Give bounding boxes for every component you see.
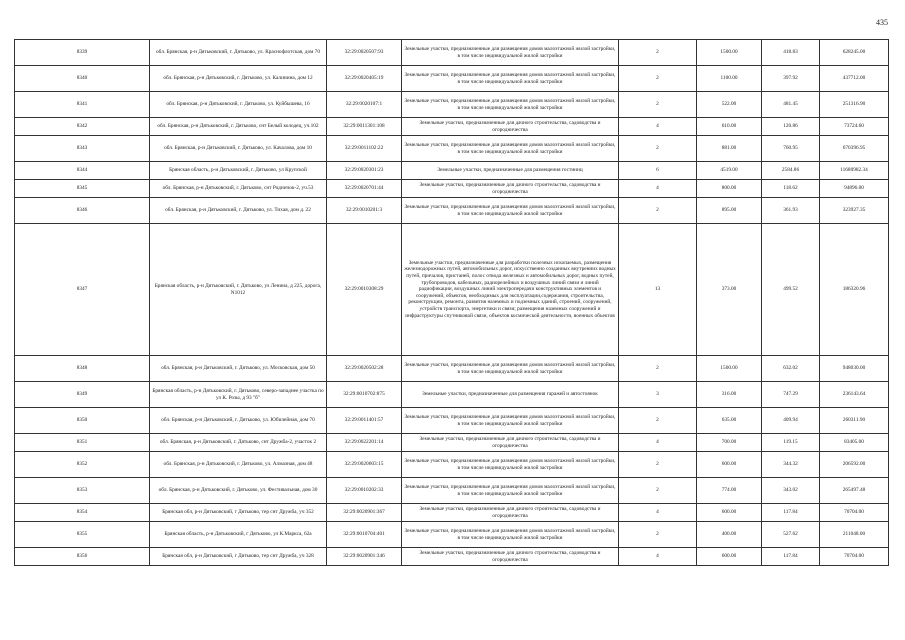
area-cell: 881.00 <box>697 136 762 162</box>
land-use-cell: Земельные участки, предназначенные для размещения домов малоэтажной жилой застройки, в том числе индивидуальной жилой застройки <box>402 408 619 434</box>
cadastral-number-cell: 32:29:0020107:1 <box>327 92 402 118</box>
address-cell: обл. Брянская, р-н Дятьковский, г. Дятьково, ул. Краснофлотская, дом 70 <box>150 40 327 66</box>
cadastral-number-cell: 32:29:0010201:3 <box>327 198 402 224</box>
cadastral-number-cell: 32:29:0011301:108 <box>327 118 402 136</box>
area-cell: 600.00 <box>697 452 762 478</box>
row-number: 8355 <box>15 522 150 548</box>
cadastral-number-cell: 32:29:0011102:22 <box>327 136 402 162</box>
table-row <box>15 522 889 548</box>
area-cell: 1500.00 <box>697 356 762 382</box>
table-row <box>15 66 889 92</box>
row-number: 8344 <box>15 162 150 180</box>
land-use-cell: Земельные участки, предназначенные для размещения домов малоэтажной жилой застройки, в том числе индивидуальной жилой застройки <box>402 522 619 548</box>
group-cell: 4 <box>619 548 697 566</box>
cadastral-number-cell: 32:29:0020301:23 <box>327 162 402 180</box>
row-number: 8342 <box>15 118 150 136</box>
cadastral-value-cell: 211048.00 <box>820 522 889 548</box>
group-cell: 3 <box>619 382 697 408</box>
group-cell: 4 <box>619 434 697 452</box>
cadastral-number-cell: 32:29:0020901:367 <box>327 504 402 522</box>
address-cell: обл. Брянская, р-н Дятьковский, г. Дятьково, снт Родничок-2, уч.53 <box>150 180 327 198</box>
address-cell: обл. Брянская, р-н Дятьковский, г. Дятьково, ул. Московская, дом 50 <box>150 356 327 382</box>
land-use-cell: Земельные участки, предназначенные для размещения домов малоэтажной жилой застройки, в том числе индивидуальной жилой застройки <box>402 136 619 162</box>
specific-value-cell: 527.62 <box>762 522 820 548</box>
row-number: 8343 <box>15 136 150 162</box>
cadastral-value-cell: 70704.00 <box>820 548 889 566</box>
cadastral-value-cell: 70704.00 <box>820 504 889 522</box>
table-body <box>15 40 889 566</box>
area-cell: 373.00 <box>697 224 762 356</box>
cadastral-number-cell: 32:29:0020701:44 <box>327 180 402 198</box>
row-number: 8339 <box>15 40 150 66</box>
cadastral-value-cell: 83405.00 <box>820 434 889 452</box>
row-number: 8346 <box>15 198 150 224</box>
cadastral-value-cell: 94896.00 <box>820 180 889 198</box>
specific-value-cell: 361.93 <box>762 198 820 224</box>
group-cell: 2 <box>619 356 697 382</box>
specific-value-cell: 397.92 <box>762 66 820 92</box>
group-cell: 2 <box>619 522 697 548</box>
group-cell: 2 <box>619 66 697 92</box>
address-cell: Брянская область, р-н Дятьковский, г Дятьково, ул К.Маркса, 62а <box>150 522 327 548</box>
land-use-cell: Земельные участки, предназначенные для дачного строительства, садоводства и огородничества <box>402 180 619 198</box>
group-cell: 4 <box>619 180 697 198</box>
cadastral-value-cell: 73724.60 <box>820 118 889 136</box>
row-number: 8345 <box>15 180 150 198</box>
area-cell: 700.00 <box>697 434 762 452</box>
table-row <box>15 548 889 566</box>
group-cell: 2 <box>619 478 697 504</box>
specific-value-cell: 119.15 <box>762 434 820 452</box>
area-cell: 635.00 <box>697 408 762 434</box>
cadastral-number-cell: 32:29:0020507:93 <box>327 40 402 66</box>
table-row <box>15 162 889 180</box>
address-cell: обл. Брянская, р-н Дятьковский, г. Дятьково, ул. Качалова, дом 10 <box>150 136 327 162</box>
group-cell: 4 <box>619 504 697 522</box>
cadastral-value-cell: 948030.00 <box>820 356 889 382</box>
cadastral-number-cell: 32:29:0011401:57 <box>327 408 402 434</box>
specific-value-cell: 418.83 <box>762 40 820 66</box>
table-row <box>15 92 889 118</box>
cadastral-value-cell: 260311.90 <box>820 408 889 434</box>
cadastral-number-cell: 32:29:0020502:28 <box>327 356 402 382</box>
area-cell: 1100.00 <box>697 66 762 92</box>
land-use-cell: Земельные участки, предназначенные для разработки полезных ископаемых, размещения железнодорожных путей, автомобильных дорог, искусственно созданных внутренних водных путей, причалов, пристаней, полос отвода железных и автомобильных дорог, водных путей, трубопроводов, кабельных, радиорелейных и воздушных линий связи и линий радиофикации, воздушных линий электропередачи конструктивных элементов и сооружений, объектов, необходимых для эксплуатации,содержания, строительства, реконструкции, ремонта, развития наземных и подземных зданий, строений, сооружений, устройств транспорта, энергетики и связи; размещения наземных сооружений и инфраструктуры спутниковой связи, объектов космической деятельности, военных объектов <box>402 224 619 356</box>
cadastral-value-cell: 186320.96 <box>820 224 889 356</box>
address-cell: Брянская область, р-н Дятьковский, г. Дятьково, ул Ленина, д 225, дорога, N1012 <box>150 224 327 356</box>
row-number: 8354 <box>15 504 150 522</box>
table-row <box>15 180 889 198</box>
address-cell: Брянская область, р-н Дятьковский, г. Дятьково, ул Крупской <box>150 162 327 180</box>
cadastral-value-cell: 265497.48 <box>820 478 889 504</box>
cadastral-value-cell: 628245.00 <box>820 40 889 66</box>
address-cell: обл. Брянская, р-н Дятьковский, г. Дятьково, ул. Юбилейная, дом 70 <box>150 408 327 434</box>
table-row <box>15 224 889 356</box>
table-row <box>15 408 889 434</box>
specific-value-cell: 632.02 <box>762 356 820 382</box>
group-cell: 2 <box>619 198 697 224</box>
row-number: 8348 <box>15 356 150 382</box>
area-cell: 400.00 <box>697 522 762 548</box>
land-use-cell: Земельные участки, предназначенные для размещения домов малоэтажной жилой застройки, в том числе индивидуальной жилой застройки <box>402 452 619 478</box>
row-number: 8347 <box>15 224 150 356</box>
cadastral-value-cell: 437712.00 <box>820 66 889 92</box>
cadastral-value-cell: 11680982.34 <box>820 162 889 180</box>
group-cell: 13 <box>619 224 697 356</box>
land-use-cell: Земельные участки, предназначенные для дачного строительства, садоводства и огородничества <box>402 548 619 566</box>
land-use-cell: Земельные участки, предназначенные для размещения гостиниц <box>402 162 619 180</box>
table-row <box>15 40 889 66</box>
table-row <box>15 434 889 452</box>
land-use-cell: Земельные участки, предназначенные для размещения домов малоэтажной жилой застройки, в том числе индивидуальной жилой застройки <box>402 356 619 382</box>
table-row <box>15 452 889 478</box>
address-cell: обл. Брянская, р-н Дятьковский, г. Дятьково, снт Дружба-2, участок 2 <box>150 434 327 452</box>
group-cell: 2 <box>619 40 697 66</box>
cadastral-value-cell: 323927.35 <box>820 198 889 224</box>
specific-value-cell: 499.52 <box>762 224 820 356</box>
cadastral-number-cell: 32:29:0020901:346 <box>327 548 402 566</box>
cadastral-value-cell: 236143.64 <box>820 382 889 408</box>
land-use-cell: Земельные участки, предназначенные для размещения домов малоэтажной жилой застройки, в том числе индивидуальной жилой застройки <box>402 92 619 118</box>
address-cell: обл. Брянская, р-н Дятьковский, г. Дятьково, ул. Алмазная, дом 48 <box>150 452 327 478</box>
table-row <box>15 136 889 162</box>
land-use-cell: Земельные участки, предназначенные для размещения домов малоэтажной жилой застройки, в том числе индивидуальной жилой застройки <box>402 478 619 504</box>
area-cell: 610.00 <box>697 118 762 136</box>
specific-value-cell: 344.32 <box>762 452 820 478</box>
land-use-cell: Земельные участки, предназначенные для размещения домов малоэтажной жилой застройки, в том числе индивидуальной жилой застройки <box>402 40 619 66</box>
area-cell: 4519.00 <box>697 162 762 180</box>
address-cell: Брянская обл, р-н Дятьковский, г Дятьково, тер снт Дружба, уч 328 <box>150 548 327 566</box>
page-number: 435 <box>876 18 888 27</box>
row-number: 8352 <box>15 452 150 478</box>
address-cell: обл. Брянская, р-н Дятьковский, г. Дятьково, ул. Калинина, дом 12 <box>150 66 327 92</box>
land-use-cell: Земельные участки, предназначенные для дачного строительства, садоводства и огородничества <box>402 504 619 522</box>
table-row <box>15 504 889 522</box>
cadastral-number-cell: 32:29:0022201:14 <box>327 434 402 452</box>
row-number: 8353 <box>15 478 150 504</box>
land-use-cell: Земельные участки, предназначенные для размещения гаражей и автостоянок <box>402 382 619 408</box>
land-use-cell: Земельные участки, предназначенные для размещения домов малоэтажной жилой застройки, в том числе индивидуальной жилой застройки <box>402 198 619 224</box>
group-cell: 2 <box>619 136 697 162</box>
specific-value-cell: 409.94 <box>762 408 820 434</box>
row-number: 8350 <box>15 408 150 434</box>
specific-value-cell: 117.84 <box>762 548 820 566</box>
area-cell: 522.00 <box>697 92 762 118</box>
table-row <box>15 198 889 224</box>
table-row <box>15 382 889 408</box>
table-row <box>15 118 889 136</box>
row-number: 8341 <box>15 92 150 118</box>
cadastral-value-cell: 206592.00 <box>820 452 889 478</box>
group-cell: 4 <box>619 118 697 136</box>
cadastral-value-table <box>14 39 889 566</box>
specific-value-cell: 481.45 <box>762 92 820 118</box>
group-cell: 6 <box>619 162 697 180</box>
land-use-cell: Земельные участки, предназначенные для дачного строительства, садоводства и огородничества <box>402 118 619 136</box>
cadastral-value-cell: 670396.95 <box>820 136 889 162</box>
table-row <box>15 478 889 504</box>
area-cell: 1500.00 <box>697 40 762 66</box>
cadastral-value-cell: 251316.90 <box>820 92 889 118</box>
cadastral-number-cell: 32:29:0010202:33 <box>327 478 402 504</box>
cadastral-number-cell: 32:29:0010702:875 <box>327 382 402 408</box>
address-cell: обл. Брянская, р-н Дятьковский, г. Дятьково, снт Белый колодец, уч.102 <box>150 118 327 136</box>
row-number: 8351 <box>15 434 150 452</box>
cadastral-number-cell: 32:29:0010308:29 <box>327 224 402 356</box>
area-cell: 600.00 <box>697 548 762 566</box>
land-use-cell: Земельные участки, предназначенные для размещения домов малоэтажной жилой застройки, в том числе индивидуальной жилой застройки <box>402 66 619 92</box>
area-cell: 800.00 <box>697 180 762 198</box>
specific-value-cell: 118.62 <box>762 180 820 198</box>
land-use-cell: Земельные участки, предназначенные для дачного строительства, садоводства и огородничества <box>402 434 619 452</box>
address-cell: Брянская область, р-н Дятьковский, г. Дятьково, северо-западнее участка по ул К. Розы, д 93 "б" <box>150 382 327 408</box>
group-cell: 2 <box>619 452 697 478</box>
specific-value-cell: 120.86 <box>762 118 820 136</box>
area-cell: 316.00 <box>697 382 762 408</box>
specific-value-cell: 760.95 <box>762 136 820 162</box>
table-row <box>15 356 889 382</box>
cadastral-number-cell: 32:29:0020603:15 <box>327 452 402 478</box>
address-cell: обл. Брянская, р-н Дятьковский, г. Дятьково, ул. Тихая, дом д. 22 <box>150 198 327 224</box>
address-cell: Брянская обл, р-н Дятьковский, г Дятьково, тер снт Дружба, уч 352 <box>150 504 327 522</box>
area-cell: 774.00 <box>697 478 762 504</box>
address-cell: обл. Брянская, р-н Дятьковский, г. Дятьково, ул. Куйбышева, 16 <box>150 92 327 118</box>
row-number: 8349 <box>15 382 150 408</box>
area-cell: 600.00 <box>697 504 762 522</box>
row-number: 8340 <box>15 66 150 92</box>
area-cell: 895.00 <box>697 198 762 224</box>
address-cell: обл. Брянская, р-н Дятьковский, г. Дятьково, ул. Фестивальная, дом 30 <box>150 478 327 504</box>
cadastral-number-cell: 32:29:0020405:19 <box>327 66 402 92</box>
specific-value-cell: 2584.86 <box>762 162 820 180</box>
row-number: 8356 <box>15 548 150 566</box>
group-cell: 2 <box>619 408 697 434</box>
specific-value-cell: 343.02 <box>762 478 820 504</box>
specific-value-cell: 117.84 <box>762 504 820 522</box>
specific-value-cell: 747.29 <box>762 382 820 408</box>
group-cell: 2 <box>619 92 697 118</box>
cadastral-number-cell: 32:29:0010704:401 <box>327 522 402 548</box>
